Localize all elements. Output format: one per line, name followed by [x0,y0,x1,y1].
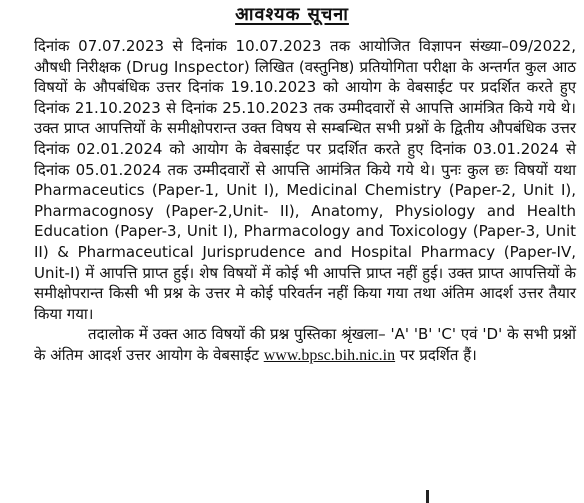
notice-paragraph-2-end: पर प्रदर्शित हैं। [395,345,477,364]
website-link[interactable]: www.bpsc.bih.nic.in [263,346,396,364]
notice-paragraph-2-text: तदालोक में उक्त आठ विषयों की प्रश्न पुस्तिका श्रृंखला– 'A' 'B' 'C' एवं 'D' के सभी प्रश्नों के अंतिम आदर्श उत्तर आयोग के वेबसाईट [34,325,576,364]
notice-paragraph-1: दिनांक 07.07.2023 से दिनांक 10.07.2023 तक आयोजित विज्ञापन संख्या–09/2022, औषधी निरीक्षक (Drug Inspector) लिखित (वस्तुनिष्ठ) प्रतियोगिता परीक्षा के अन्तर्गत कुल आठ विषयों के औपबंधिक उत्तर दिनांक 19.10.2023 को आयोग के वेबसाईट पर प्रदर्शित करते हुए दिनांक 21.10.2023 से दिनांक 25.10.2023 तक उम्मीदवारों से आपत्ति आमंत्रित किये गये थे। उक्त प्राप्त आपत्तियों के समीक्षोपरान्त उक्त विषय से सम्बन्धित सभी प्रश्नों के द्वितीय औपबंधिक उत्तर दिनांक 02.01.2024 को आयोग के वेबसाईट पर प्रदर्शित करते हुए दिनांक 03.01.2024 से दिनांक 05.01.2024 तक उम्मीदवारों से आपत्ति आमंत्रित किये गये थे। पुनः कुल छः विषयों यथा Pharmaceutics (Paper-1, Unit I), Medicinal Chemistry (Paper-2, Unit I), Pharmacognosy (Paper-2,Unit- II), Anatomy, Physiology and Health Education (Paper-3, Unit I), Pharmacology and Toxicology (Paper-3, Unit II) & Pharmaceutical Jurisprudence and Hospital Pharmacy (Paper-IV, Unit-I) में आपत्ति प्राप्त हुई। शेष विषयों में कोई भी आपत्ति प्राप्त नहीं हुई। उक्त प्राप्त आपत्तियों के समीक्षोपरान्त किसी भी प्रश्न के उत्तर मे कोई परिवर्तन नहीं किया गया तथा अंतिम आदर्श उत्तर तैयार किया गया। [34,37,576,323]
notice-title-text: आवश्यक सूचना [235,4,349,25]
notice-title [0,2,584,26]
notice-paragraph-2 [34,324,576,366]
margin-mark [426,490,429,503]
notice-body [34,36,576,367]
